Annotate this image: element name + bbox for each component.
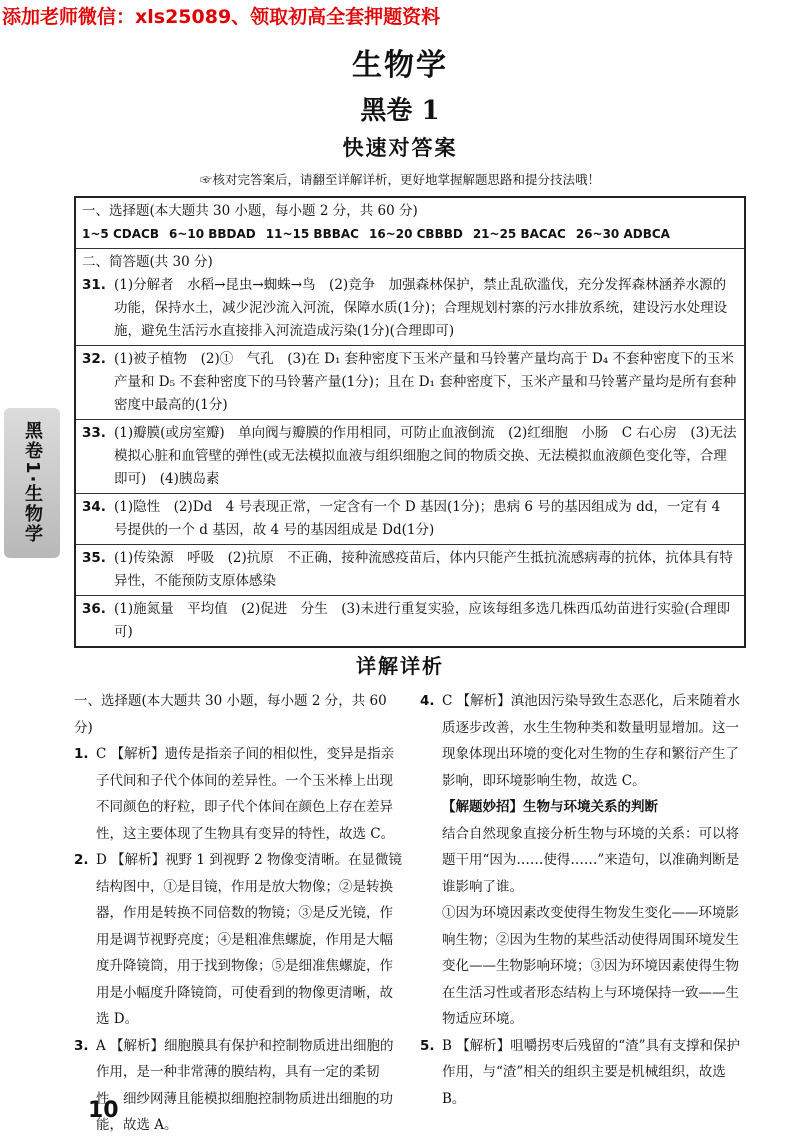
quick-answer-box <box>74 196 746 648</box>
side-tab-label: 黑卷1·生物学 <box>22 421 43 545</box>
mc-group: 26~30 ADBCA <box>575 227 670 241</box>
side-tab <box>4 408 60 558</box>
detail-title: 详解详析 <box>356 654 444 678</box>
mc-group: 21~25 BACAC <box>472 227 566 241</box>
detail-mc-heading: 一、选择题(本大题共 30 小题，每小题 2 分，共 60 分) <box>74 693 387 736</box>
short-answer-item: 31. (1)分解者 水稻→昆虫→蜘蛛→鸟 (2)竞争 加强森林保护，禁止乱砍滥伐，充分发挥森林涵养水源的功能，保持水土，减少泥沙流入河流，保障水质(1分)；合理规划村寨的污水排放系统，建设污水处理设施，避免生活污水直接排入河流造成污染(1分)(合理即可) <box>82 277 728 339</box>
mc-section <box>76 198 744 248</box>
short-answer-item: 33. (1)瓣膜(或房室瓣) 单向阀与瓣膜的作用相同，可防止血液倒流 (2)红细胞 小肠 C 右心房 (3)无法模拟心脏和血管壁的弹性(或无法模拟血液与组织细胞之间的物质交换、无法模拟血液颜色变化等，合理即可) (4)胰岛素 <box>76 419 744 493</box>
quick-answer-title: 快速对答案 <box>342 135 458 160</box>
volume-title: 黑卷 1 <box>360 96 440 126</box>
answer-note: ☞核对完答案后，请翻至详解详析，更好地掌握解题思路和提分技法哦！ <box>199 172 600 187</box>
mc-heading: 一、选择题(本大题共 30 小题，每小题 2 分，共 60 分) <box>82 203 418 219</box>
short-answer-item: 35. (1)传染源 呼吸 (2)抗原 不正确，接种流感疫苗后，体内只能产生抵抗流感病毒的抗体，抗体具有特异性，不能预防支原体感染 <box>76 544 744 595</box>
short-answer-item: 32. (1)被子植物 (2)① 气孔 (3)在 D₁ 套种密度下玉米产量和马铃薯产量均高于 D₄ 不套种密度下的玉米产量和 D₅ 不套种密度下的马铃薯产量(1分)；且在 D₁ 套种密度下，玉米产量和马铃薯产量均是所有套种密度中最高的(1分) <box>76 345 744 419</box>
short-answer-item: 36. (1)施氮量 平均值 (2)促进 分生 (3)未进行重复实验，应该每组多选几株西瓜幼苗进行实验(合理即可) <box>76 595 744 646</box>
short-heading: 二、简答题(共 30 分) <box>82 254 213 270</box>
tip-text: 结合自然现象直接分析生物与环境的关系：可以将题干用“因为……使得……”来造句，以准确判断是谁影响了谁。 <box>442 825 740 895</box>
short-answer-section <box>76 248 744 345</box>
detail-left-column <box>74 688 404 1139</box>
mc-group: 6~10 BBDAD <box>168 227 256 241</box>
mc-group: 1~5 CDACB <box>82 227 159 241</box>
detail-item: 4. C 【解析】滇池因污染导致生态恶化，后来随着水质逐步改善，水生生物种类和数量明显增加。这一现象体现出环境的变化对生物的生存和繁衍产生了影响，即环境影响生物，故选 C。 <box>420 693 741 789</box>
mc-answer-list <box>82 223 738 246</box>
tip-text: ①因为环境因素改变使得生物发生变化——环境影响生物；②因为生物的某些活动使得周围环境发生变化——生物影响环境；③因为环境因素使得生物在生活习性或者形态结构上与环境保持一致——生物适应环境。 <box>442 905 739 1027</box>
detail-item: 1. C 【解析】遗传是指亲子间的相似性，变异是指亲子代间和子代个体间的差异性。一个玉米棒上出现不同颜色的籽粒，即子代个体间在颜色上存在差异性，这主要体现了生物具有变异的特性，故选 C。 <box>74 746 395 842</box>
detail-item: 5. B 【解析】咀嚼拐枣后残留的“渣”具有支撑和保护作用，与“渣”相关的组织主要是机械组织，故选 B。 <box>420 1037 741 1107</box>
tip-title: 【解题妙招】生物与环境关系的判断 <box>442 799 658 815</box>
detail-item: 3. A 【解析】细胞膜具有保护和控制物质进出细胞的作用，是一种非常薄的膜结构，具有一定的柔韧性。细纱网薄且能模拟细胞控制物质进出细胞的功能，故选 A。 <box>74 1037 394 1133</box>
page-number: 10 <box>88 1098 119 1123</box>
mc-group: 11~15 BBBAC <box>265 227 359 241</box>
watermark-banner: 添加老师微信：xls25089、领取初高全套押题资料 <box>2 6 441 28</box>
detail-item: 2. D 【解析】视野 1 到视野 2 物像变清晰。在显微镜结构图中，①是目镜，作用是放大物像；②是转换器，作用是转换不同倍数的物镜；③是反光镜，作用是调节视野亮度；④是粗准焦螺旋，作用是大幅度升降镜筒，用于找到物像；⑤是细准焦螺旋，作用是小幅度升降镜筒，可使看到的物像更清晰，故选 D。 <box>74 852 402 1027</box>
detail-right-column <box>420 688 750 1112</box>
mc-group: 16~20 CBBBD <box>368 227 463 241</box>
short-answer-item: 34. (1)隐性 (2)Dd 4 号表现正常，一定含有一个 D 基因(1分)；患病 6 号的基因组成为 dd，一定有 4 号提供的一个 d 基因，故 4 号的基因组成是 Dd(1分) <box>76 493 744 544</box>
subject-title: 生物学 <box>352 48 448 83</box>
